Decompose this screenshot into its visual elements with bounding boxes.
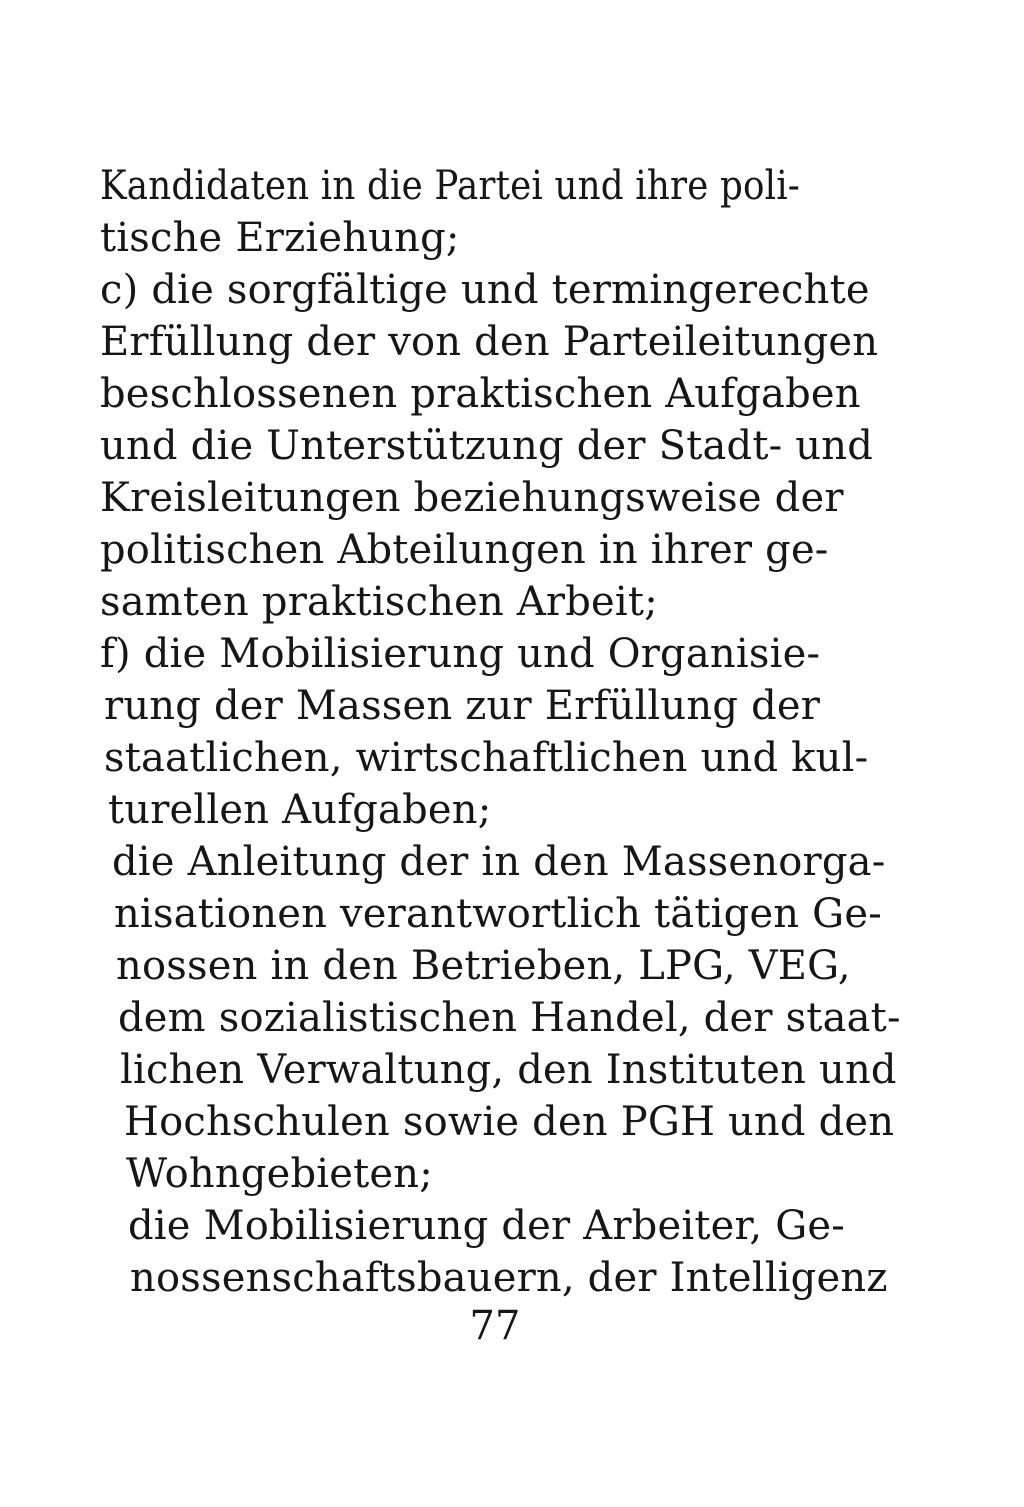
text-line — [128, 1200, 844, 1252]
text-line-content: und die Unterstützung der Stadt- und — [100, 423, 874, 469]
text-line-content: nossen in den Betrieben, LPG, VEG, — [116, 943, 851, 989]
text-line-content: die Mobilisierung der Arbeiter, Ge- — [128, 1203, 845, 1249]
text-line-content: die Anleitung der in den Massenorga- — [112, 839, 886, 885]
text-line-content: Erfüllung der von den Parteileitungen — [100, 319, 879, 365]
page-number: 77 — [469, 1303, 521, 1349]
text-line-content: Kreisleitungen beziehungsweise der — [100, 475, 844, 521]
text-line-content: politischen Abteilungen in ihrer ge- — [100, 527, 829, 573]
text-line — [100, 628, 821, 680]
text-line — [104, 732, 869, 784]
text-line-content: lichen Verwaltung, den Instituten und — [120, 1047, 897, 1093]
text-line — [112, 836, 886, 888]
text-line — [100, 316, 879, 368]
text-line-content: f) die Mobilisierung und Organisie- — [100, 631, 821, 677]
text-line-content: staatlichen, wirtschaftlichen und kul- — [104, 735, 869, 781]
text-line-content: beschlossenen praktischen Aufgaben — [100, 371, 861, 417]
text-line — [124, 1096, 895, 1148]
text-line-content: nossenschaftsbauern, der Intelligenz — [130, 1255, 888, 1301]
text-line — [100, 264, 870, 316]
text-line — [100, 160, 800, 212]
text-line-content: rung der Massen zur Erfüllung der — [104, 683, 821, 729]
text-line — [100, 576, 658, 628]
text-line — [130, 1252, 888, 1304]
text-line-content: samten praktischen Arbeit; — [100, 579, 658, 625]
text-line — [100, 472, 844, 524]
text-line-content: Kandidaten in die Partei und ihre poli- — [100, 163, 801, 209]
text-line — [126, 1148, 433, 1200]
text-line — [100, 368, 861, 420]
text-line-content: tische Erziehung; — [100, 215, 460, 261]
text-line-content: dem sozialistischen Handel, der staat- — [118, 995, 901, 1041]
text-line — [100, 212, 460, 264]
text-line-content: nisationen verantwortlich tätigen Ge- — [114, 891, 882, 937]
text-line — [116, 940, 851, 992]
text-line — [108, 784, 491, 836]
text-line — [118, 992, 901, 1044]
text-line — [104, 680, 821, 732]
text-line — [100, 524, 829, 576]
text-line — [114, 888, 882, 940]
text-line-content: Wohngebieten; — [126, 1151, 433, 1197]
text-line — [100, 420, 874, 472]
text-line — [120, 1044, 897, 1096]
text-line-content: Hochschulen sowie den PGH und den — [124, 1099, 895, 1145]
text-line-content: c) die sorgfältige und termingerechte — [100, 267, 870, 313]
text-line-content: turellen Aufgaben; — [108, 787, 492, 833]
